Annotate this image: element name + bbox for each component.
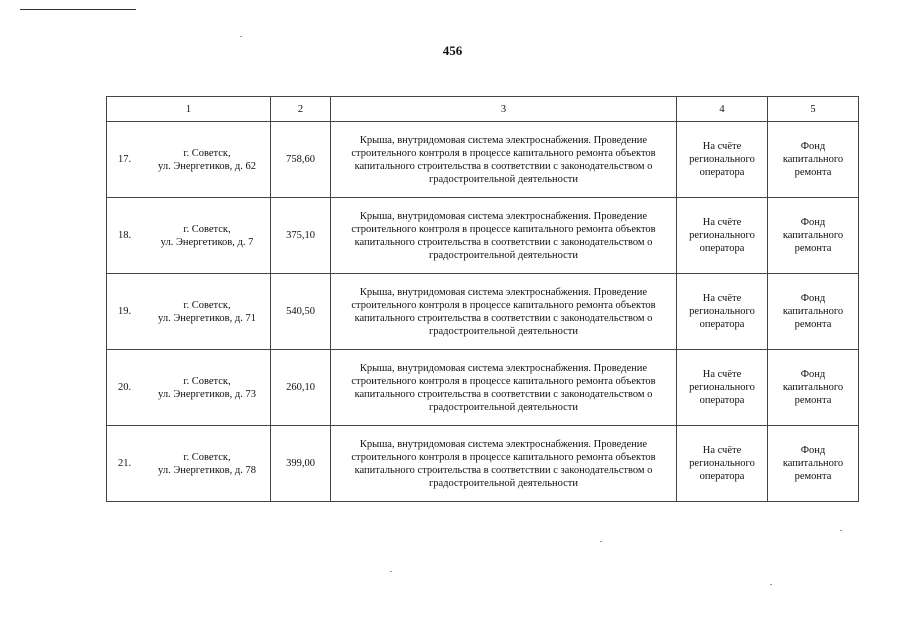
area-cell: 375,10 (271, 198, 331, 274)
works-cell: Крыша, внутридомовая система электроснабжения. Проведение строительного контроля в процессе капитального ремонта объектов капитального строительства в соответствии с законодательством о градостроительной деятельности (331, 274, 677, 350)
table-row (107, 274, 859, 350)
area-cell: 540,50 (271, 274, 331, 350)
column-header: 5 (768, 97, 859, 122)
table-row (107, 198, 859, 274)
street: ул. Энергетиков, д. 62 (158, 160, 256, 172)
city: г. Советск, (183, 147, 231, 159)
address-cell (107, 122, 271, 198)
works-cell: Крыша, внутридомовая система электроснабжения. Проведение строительного контроля в процессе капитального ремонта объектов капитального строительства в соответствии с законодательством о градостроительной деятельности (331, 122, 677, 198)
row-number: 17. (118, 154, 132, 165)
works-cell: Крыша, внутридомовая система электроснабжения. Проведение строительного контроля в процессе капитального ремонта объектов капитального строительства в соответствии с законодательством о градостроительной деятельности (331, 198, 677, 274)
row-number: 19. (118, 306, 132, 317)
city: г. Советск, (183, 375, 231, 387)
scan-speck (840, 530, 842, 531)
table-row (107, 350, 859, 426)
top-rule (20, 9, 136, 10)
row-number: 18. (118, 230, 132, 241)
column-header: 3 (331, 97, 677, 122)
funding-source-cell: Фонд капитального ремонта (768, 274, 859, 350)
address-cell (107, 198, 271, 274)
row-number: 21. (118, 458, 132, 469)
account-holder-cell: На счёте регионального оператора (677, 122, 768, 198)
row-number: 20. (118, 382, 132, 393)
page-number: 456 (442, 43, 463, 58)
account-holder-cell: На счёте регионального оператора (677, 198, 768, 274)
funding-source-cell: Фонд капитального ремонта (768, 122, 859, 198)
area-cell: 260,10 (271, 350, 331, 426)
column-header: 1 (107, 97, 271, 122)
account-holder-cell: На счёте регионального оператора (677, 350, 768, 426)
scan-speck (600, 541, 602, 542)
funding-source-cell: Фонд капитального ремонта (768, 198, 859, 274)
address-cell (107, 426, 271, 502)
city: г. Советск, (183, 223, 231, 235)
header-row (107, 97, 859, 122)
area-cell: 399,00 (271, 426, 331, 502)
scan-speck (770, 584, 772, 585)
works-cell: Крыша, внутридомовая система электроснабжения. Проведение строительного контроля в процессе капитального ремонта объектов капитального строительства в соответствии с законодательством о градостроительной деятельности (331, 426, 677, 502)
account-holder-cell: На счёте регионального оператора (677, 274, 768, 350)
address-cell (107, 274, 271, 350)
street: ул. Энергетиков, д. 78 (158, 464, 256, 476)
funding-source-cell: Фонд капитального ремонта (768, 426, 859, 502)
column-header: 4 (677, 97, 768, 122)
street: ул. Энергетиков, д. 7 (160, 236, 254, 248)
column-header: 2 (271, 97, 331, 122)
area-cell: 758,60 (271, 122, 331, 198)
city: г. Советск, (183, 451, 231, 463)
scan-speck (390, 571, 392, 572)
address-cell (107, 350, 271, 426)
works-cell: Крыша, внутридомовая система электроснабжения. Проведение строительного контроля в процессе капитального ремонта объектов капитального строительства в соответствии с законодательством о градостроительной деятельности (331, 350, 677, 426)
city: г. Советск, (183, 299, 231, 311)
table-row (107, 426, 859, 502)
scan-speck (240, 36, 242, 37)
street: ул. Энергетиков, д. 73 (158, 388, 256, 400)
funding-source-cell: Фонд капитального ремонта (768, 350, 859, 426)
repair-table (106, 96, 859, 502)
street: ул. Энергетиков, д. 71 (158, 312, 256, 324)
table-row (107, 122, 859, 198)
account-holder-cell: На счёте регионального оператора (677, 426, 768, 502)
